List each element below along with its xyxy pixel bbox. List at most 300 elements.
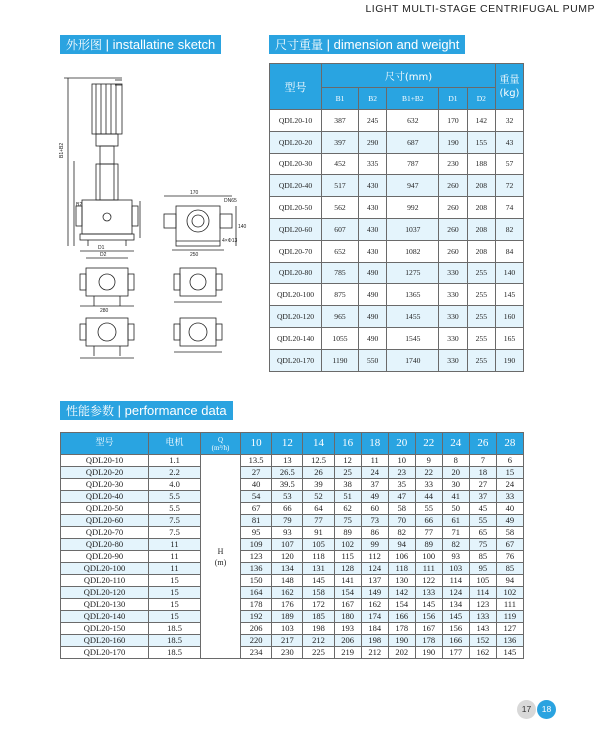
dim-cell-model: QDL20-70 bbox=[270, 240, 322, 262]
sketch-label-140: 140 bbox=[238, 224, 247, 230]
perf-cell-head: 20 bbox=[442, 467, 469, 479]
perf-header-flow bbox=[201, 433, 241, 455]
table-row bbox=[270, 349, 524, 371]
perf-cell-head: 114 bbox=[442, 575, 469, 587]
perf-cell-head: 66 bbox=[415, 515, 442, 527]
perf-cell-head: 145 bbox=[442, 611, 469, 623]
perf-cell-head: 118 bbox=[303, 551, 334, 563]
perf-cell-head: 94 bbox=[496, 575, 523, 587]
dim-cell-value: 260 bbox=[439, 218, 467, 240]
dim-cell-value: 430 bbox=[359, 175, 387, 197]
table-row bbox=[270, 284, 524, 306]
perf-cell-head: 202 bbox=[388, 647, 415, 659]
perf-cell-head: 49 bbox=[361, 491, 388, 503]
perf-cell-head: 119 bbox=[496, 611, 523, 623]
dim-cell-value: 875 bbox=[322, 284, 359, 306]
perf-cell-head: 174 bbox=[361, 611, 388, 623]
dim-header-size: 尺寸(mm) bbox=[322, 64, 496, 88]
section-title-sketch bbox=[60, 35, 221, 54]
dim-cell-value: 290 bbox=[359, 131, 387, 153]
section-title-sketch-sep: | bbox=[105, 37, 110, 52]
perf-cell-model: QDL20-130 bbox=[61, 599, 149, 611]
perf-cell-head: 219 bbox=[334, 647, 361, 659]
perf-cell-head: 111 bbox=[415, 563, 442, 575]
perf-header-flow-value: 20 bbox=[388, 433, 415, 455]
sketch-label-b2: B2 bbox=[76, 202, 83, 208]
section-title-dimension-en: dimension and weight bbox=[333, 37, 460, 52]
section-title-sketch-en: installatine sketch bbox=[112, 37, 216, 52]
perf-cell-head: 206 bbox=[334, 635, 361, 647]
dim-cell-value: 160 bbox=[496, 306, 524, 328]
perf-cell-head: 234 bbox=[241, 647, 272, 659]
perf-cell-motor: 4.0 bbox=[149, 479, 201, 491]
dim-cell-value: 430 bbox=[359, 218, 387, 240]
perf-cell-model: QDL20-20 bbox=[61, 467, 149, 479]
dim-cell-value: 785 bbox=[322, 262, 359, 284]
perf-cell-head: 193 bbox=[334, 623, 361, 635]
perf-cell-head: 35 bbox=[388, 479, 415, 491]
perf-cell-head: 177 bbox=[442, 647, 469, 659]
perf-cell-head: 24 bbox=[496, 479, 523, 491]
perf-cell-motor: 11 bbox=[149, 563, 201, 575]
perf-cell-motor: 18.5 bbox=[149, 635, 201, 647]
dim-cell-value: 260 bbox=[439, 197, 467, 219]
table-row bbox=[61, 575, 524, 587]
perf-cell-head: 10 bbox=[388, 455, 415, 467]
dim-cell-model: QDL20-20 bbox=[270, 131, 322, 153]
perf-cell-head: 156 bbox=[442, 623, 469, 635]
perf-cell-motor: 15 bbox=[149, 587, 201, 599]
perf-cell-head: 82 bbox=[388, 527, 415, 539]
perf-cell-head: 131 bbox=[303, 563, 334, 575]
perf-cell-head: 37 bbox=[469, 491, 496, 503]
perf-cell-model: QDL20-140 bbox=[61, 611, 149, 623]
perf-cell-head: 134 bbox=[442, 599, 469, 611]
perf-cell-head: 103 bbox=[442, 563, 469, 575]
table-row bbox=[61, 539, 524, 551]
perf-cell-head: 22 bbox=[415, 467, 442, 479]
perf-head-label bbox=[201, 455, 241, 659]
page-number-left: 17 bbox=[517, 700, 536, 719]
perf-cell-head: 225 bbox=[303, 647, 334, 659]
perf-cell-head: 61 bbox=[442, 515, 469, 527]
perf-cell-head: 103 bbox=[272, 623, 303, 635]
perf-cell-head: 18 bbox=[469, 467, 496, 479]
dim-cell-value: 165 bbox=[496, 327, 524, 349]
perf-cell-head: 136 bbox=[496, 635, 523, 647]
dim-cell-value: 330 bbox=[439, 284, 467, 306]
perf-cell-head: 220 bbox=[241, 635, 272, 647]
perf-cell-model: QDL20-170 bbox=[61, 647, 149, 659]
dim-cell-value: 170 bbox=[439, 110, 467, 132]
perf-cell-model: QDL20-110 bbox=[61, 575, 149, 587]
perf-cell-head: 217 bbox=[272, 635, 303, 647]
dim-cell-model: QDL20-140 bbox=[270, 327, 322, 349]
dim-cell-value: 255 bbox=[467, 306, 495, 328]
perf-cell-head: 77 bbox=[303, 515, 334, 527]
perf-cell-head: 102 bbox=[334, 539, 361, 551]
perf-cell-head: 123 bbox=[469, 599, 496, 611]
perf-cell-head: 13 bbox=[272, 455, 303, 467]
dim-subheader-d1: D1 bbox=[439, 88, 467, 110]
section-title-dimension-sep: | bbox=[326, 37, 331, 52]
perf-cell-head: 49 bbox=[496, 515, 523, 527]
perf-cell-head: 33 bbox=[415, 479, 442, 491]
perf-cell-head: 198 bbox=[303, 623, 334, 635]
perf-cell-model: QDL20-80 bbox=[61, 539, 149, 551]
section-title-performance-sep: | bbox=[117, 403, 122, 418]
perf-cell-head: 47 bbox=[388, 491, 415, 503]
perf-cell-head: 114 bbox=[469, 587, 496, 599]
dim-cell-value: 517 bbox=[322, 175, 359, 197]
perf-cell-head: 152 bbox=[469, 635, 496, 647]
perf-cell-motor: 11 bbox=[149, 551, 201, 563]
perf-cell-head: 40 bbox=[496, 503, 523, 515]
table-row bbox=[61, 623, 524, 635]
perf-cell-head: 130 bbox=[388, 575, 415, 587]
perf-cell-head: 124 bbox=[361, 563, 388, 575]
perf-cell-head: 100 bbox=[415, 551, 442, 563]
perf-cell-head: 134 bbox=[272, 563, 303, 575]
dim-cell-value: 155 bbox=[467, 131, 495, 153]
dim-cell-value: 260 bbox=[439, 175, 467, 197]
perf-header-flow-value: 12 bbox=[272, 433, 303, 455]
perf-cell-head: 180 bbox=[334, 611, 361, 623]
perf-cell-head: 106 bbox=[388, 551, 415, 563]
sketch-label-d1: D1 bbox=[98, 245, 105, 251]
perf-cell-head: 95 bbox=[241, 527, 272, 539]
perf-head-label-unit: (m) bbox=[214, 557, 227, 567]
dim-cell-value: 992 bbox=[387, 197, 439, 219]
perf-cell-head: 33 bbox=[496, 491, 523, 503]
dim-cell-value: 490 bbox=[359, 262, 387, 284]
dim-cell-model: QDL20-50 bbox=[270, 197, 322, 219]
perf-cell-head: 75 bbox=[334, 515, 361, 527]
dim-cell-model: QDL20-30 bbox=[270, 153, 322, 175]
dim-cell-value: 57 bbox=[496, 153, 524, 175]
dim-cell-value: 208 bbox=[467, 240, 495, 262]
section-title-performance-en: performance data bbox=[124, 403, 227, 418]
dim-cell-value: 190 bbox=[439, 131, 467, 153]
perf-cell-head: 52 bbox=[303, 491, 334, 503]
perf-cell-head: 93 bbox=[272, 527, 303, 539]
perf-cell-head: 115 bbox=[334, 551, 361, 563]
dim-cell-value: 430 bbox=[359, 240, 387, 262]
section-title-sketch-zh: 外形图 bbox=[66, 38, 103, 52]
perf-cell-head: 37 bbox=[361, 479, 388, 491]
perf-cell-head: 206 bbox=[241, 623, 272, 635]
table-row bbox=[61, 503, 524, 515]
dim-cell-value: 145 bbox=[496, 284, 524, 306]
perf-cell-head: 25 bbox=[334, 467, 361, 479]
dim-cell-value: 190 bbox=[496, 349, 524, 371]
perf-cell-head: 156 bbox=[415, 611, 442, 623]
dim-cell-value: 208 bbox=[467, 175, 495, 197]
perf-header-flow-value: 24 bbox=[442, 433, 469, 455]
perf-cell-head: 85 bbox=[469, 551, 496, 563]
perf-cell-head: 55 bbox=[469, 515, 496, 527]
perf-cell-head: 79 bbox=[272, 515, 303, 527]
perf-cell-model: QDL20-70 bbox=[61, 527, 149, 539]
perf-cell-head: 70 bbox=[388, 515, 415, 527]
dim-cell-value: 652 bbox=[322, 240, 359, 262]
dim-cell-value: 260 bbox=[439, 240, 467, 262]
perf-header-flow-value: 16 bbox=[334, 433, 361, 455]
dim-cell-value: 255 bbox=[467, 349, 495, 371]
section-title-dimension-zh: 尺寸重量 bbox=[275, 38, 324, 52]
perf-cell-head: 105 bbox=[303, 539, 334, 551]
dim-cell-value: 43 bbox=[496, 131, 524, 153]
perf-cell-head: 15 bbox=[496, 467, 523, 479]
perf-cell-head: 54 bbox=[241, 491, 272, 503]
dim-cell-value: 452 bbox=[322, 153, 359, 175]
perf-cell-head: 55 bbox=[415, 503, 442, 515]
perf-header-motor: 电机 bbox=[149, 433, 201, 455]
perf-cell-head: 145 bbox=[496, 647, 523, 659]
perf-cell-head: 178 bbox=[241, 599, 272, 611]
dim-cell-value: 1055 bbox=[322, 327, 359, 349]
perf-cell-model: QDL20-160 bbox=[61, 635, 149, 647]
dim-cell-value: 1740 bbox=[387, 349, 439, 371]
table-row bbox=[61, 611, 524, 623]
perf-header-flow-value: 18 bbox=[361, 433, 388, 455]
perf-cell-head: 26.5 bbox=[272, 467, 303, 479]
perf-cell-head: 141 bbox=[334, 575, 361, 587]
dim-cell-value: 687 bbox=[387, 131, 439, 153]
dim-cell-model: QDL20-40 bbox=[270, 175, 322, 197]
dim-cell-value: 72 bbox=[496, 175, 524, 197]
perf-cell-motor: 15 bbox=[149, 599, 201, 611]
perf-cell-head: 91 bbox=[303, 527, 334, 539]
section-title-performance-zh: 性能参数 bbox=[66, 404, 115, 418]
perf-cell-head: 76 bbox=[496, 551, 523, 563]
perf-cell-model: QDL20-10 bbox=[61, 455, 149, 467]
perf-cell-head: 27 bbox=[241, 467, 272, 479]
dim-subheader-b1: B1 bbox=[322, 88, 359, 110]
perf-header-flow-q: Q bbox=[217, 435, 224, 444]
perf-cell-head: 166 bbox=[442, 635, 469, 647]
perf-head-label-h: H bbox=[217, 546, 224, 556]
sketch-label-dn: DN65 bbox=[224, 198, 237, 204]
table-row bbox=[61, 563, 524, 575]
table-row bbox=[61, 491, 524, 503]
sketch-label-250: 250 bbox=[190, 252, 199, 258]
dim-cell-value: 208 bbox=[467, 197, 495, 219]
perf-cell-head: 73 bbox=[361, 515, 388, 527]
perf-cell-model: QDL20-120 bbox=[61, 587, 149, 599]
perf-cell-head: 65 bbox=[469, 527, 496, 539]
table-row bbox=[270, 240, 524, 262]
perf-cell-head: 230 bbox=[272, 647, 303, 659]
perf-cell-head: 167 bbox=[334, 599, 361, 611]
perf-cell-head: 81 bbox=[241, 515, 272, 527]
perf-header-flow-unit: (m³/h) bbox=[211, 443, 230, 452]
perf-cell-head: 212 bbox=[303, 635, 334, 647]
perf-cell-motor: 5.5 bbox=[149, 491, 201, 503]
dim-header-weight-unit: (kg) bbox=[499, 87, 520, 99]
perf-cell-head: 13.5 bbox=[241, 455, 272, 467]
perf-cell-model: QDL20-150 bbox=[61, 623, 149, 635]
section-title-dimension bbox=[269, 35, 465, 54]
perf-cell-head: 128 bbox=[334, 563, 361, 575]
dim-cell-model: QDL20-120 bbox=[270, 306, 322, 328]
perf-cell-head: 133 bbox=[469, 611, 496, 623]
table-row bbox=[270, 306, 524, 328]
perf-cell-head: 118 bbox=[388, 563, 415, 575]
sketch-label-b1b2: B1+B2 bbox=[59, 142, 65, 158]
perf-cell-head: 44 bbox=[415, 491, 442, 503]
perf-cell-head: 51 bbox=[334, 491, 361, 503]
perf-cell-motor: 11 bbox=[149, 539, 201, 551]
perf-cell-head: 41 bbox=[442, 491, 469, 503]
table-row bbox=[61, 479, 524, 491]
perf-cell-head: 38 bbox=[334, 479, 361, 491]
perf-cell-head: 158 bbox=[303, 587, 334, 599]
perf-cell-motor: 7.5 bbox=[149, 527, 201, 539]
dim-cell-value: 387 bbox=[322, 110, 359, 132]
perf-cell-head: 178 bbox=[415, 635, 442, 647]
perf-cell-head: 39.5 bbox=[272, 479, 303, 491]
perf-cell-head: 7 bbox=[469, 455, 496, 467]
dim-cell-value: 330 bbox=[439, 327, 467, 349]
dim-cell-value: 82 bbox=[496, 218, 524, 240]
perf-cell-head: 45 bbox=[469, 503, 496, 515]
perf-cell-head: 102 bbox=[496, 587, 523, 599]
perf-cell-head: 60 bbox=[361, 503, 388, 515]
dim-cell-value: 335 bbox=[359, 153, 387, 175]
perf-cell-head: 190 bbox=[415, 647, 442, 659]
dim-cell-value: 430 bbox=[359, 197, 387, 219]
perf-cell-head: 123 bbox=[241, 551, 272, 563]
perf-cell-head: 107 bbox=[272, 539, 303, 551]
perf-cell-head: 8 bbox=[442, 455, 469, 467]
dim-cell-value: 74 bbox=[496, 197, 524, 219]
perf-cell-head: 89 bbox=[334, 527, 361, 539]
perf-cell-head: 11 bbox=[361, 455, 388, 467]
sketch-label-d2: D2 bbox=[100, 252, 107, 258]
dim-cell-model: QDL20-170 bbox=[270, 349, 322, 371]
page-header-title: LIGHT MULTI-STAGE CENTRIFUGAL PUMP bbox=[365, 3, 595, 15]
perf-cell-head: 64 bbox=[303, 503, 334, 515]
perf-cell-head: 172 bbox=[303, 599, 334, 611]
dim-cell-value: 550 bbox=[359, 349, 387, 371]
perf-cell-head: 9 bbox=[415, 455, 442, 467]
perf-cell-model: QDL20-90 bbox=[61, 551, 149, 563]
dim-cell-model: QDL20-80 bbox=[270, 262, 322, 284]
dim-cell-value: 1037 bbox=[387, 218, 439, 240]
dim-cell-value: 230 bbox=[439, 153, 467, 175]
perf-cell-head: 127 bbox=[496, 623, 523, 635]
perf-header-flow-value: 28 bbox=[496, 433, 523, 455]
dimension-weight-table bbox=[269, 63, 524, 372]
perf-cell-head: 167 bbox=[415, 623, 442, 635]
dim-cell-value: 1082 bbox=[387, 240, 439, 262]
dim-cell-value: 142 bbox=[467, 110, 495, 132]
perf-cell-head: 212 bbox=[361, 647, 388, 659]
dim-cell-value: 490 bbox=[359, 306, 387, 328]
dim-cell-model: QDL20-100 bbox=[270, 284, 322, 306]
perf-cell-head: 39 bbox=[303, 479, 334, 491]
table-row bbox=[270, 262, 524, 284]
table-row bbox=[270, 197, 524, 219]
perf-cell-model: QDL20-50 bbox=[61, 503, 149, 515]
dim-cell-value: 1365 bbox=[387, 284, 439, 306]
dim-cell-value: 562 bbox=[322, 197, 359, 219]
perf-cell-motor: 1.1 bbox=[149, 455, 201, 467]
perf-cell-head: 111 bbox=[496, 599, 523, 611]
perf-cell-head: 23 bbox=[388, 467, 415, 479]
page-number-right: 18 bbox=[537, 700, 556, 719]
sketch-label-280: 280 bbox=[100, 308, 109, 314]
perf-cell-head: 185 bbox=[303, 611, 334, 623]
perf-header-flow-value: 22 bbox=[415, 433, 442, 455]
perf-cell-head: 162 bbox=[272, 587, 303, 599]
perf-cell-head: 145 bbox=[415, 599, 442, 611]
dim-cell-value: 947 bbox=[387, 175, 439, 197]
perf-cell-head: 12.5 bbox=[303, 455, 334, 467]
table-row bbox=[270, 110, 524, 132]
dim-cell-value: 32 bbox=[496, 110, 524, 132]
perf-cell-head: 154 bbox=[334, 587, 361, 599]
perf-cell-head: 93 bbox=[442, 551, 469, 563]
perf-cell-head: 190 bbox=[388, 635, 415, 647]
perf-cell-head: 162 bbox=[361, 599, 388, 611]
dim-cell-value: 245 bbox=[359, 110, 387, 132]
perf-cell-head: 142 bbox=[388, 587, 415, 599]
table-row bbox=[270, 175, 524, 197]
perf-cell-head: 67 bbox=[241, 503, 272, 515]
perf-cell-head: 184 bbox=[361, 623, 388, 635]
perf-cell-motor: 7.5 bbox=[149, 515, 201, 527]
dim-cell-value: 330 bbox=[439, 349, 467, 371]
perf-cell-motor: 18.5 bbox=[149, 623, 201, 635]
perf-cell-head: 143 bbox=[469, 623, 496, 635]
perf-cell-head: 164 bbox=[241, 587, 272, 599]
perf-cell-head: 26 bbox=[303, 467, 334, 479]
dim-header-model: 型号 bbox=[270, 64, 322, 110]
perf-cell-head: 58 bbox=[388, 503, 415, 515]
dim-cell-value: 140 bbox=[496, 262, 524, 284]
dim-cell-value: 255 bbox=[467, 284, 495, 306]
dim-cell-value: 965 bbox=[322, 306, 359, 328]
perf-header-flow-value: 26 bbox=[469, 433, 496, 455]
perf-cell-head: 50 bbox=[442, 503, 469, 515]
perf-cell-head: 99 bbox=[361, 539, 388, 551]
table-row bbox=[61, 455, 524, 467]
perf-cell-head: 24 bbox=[361, 467, 388, 479]
perf-cell-head: 154 bbox=[388, 599, 415, 611]
perf-cell-motor: 15 bbox=[149, 575, 201, 587]
perf-cell-model: QDL20-60 bbox=[61, 515, 149, 527]
sketch-label-170: 170 bbox=[190, 190, 199, 196]
sketch-label-holes: 4×Φ13 bbox=[222, 238, 238, 244]
perf-header-flow-value: 10 bbox=[241, 433, 272, 455]
installation-sketch-drawing bbox=[60, 56, 265, 366]
table-row bbox=[270, 131, 524, 153]
dim-header-weight bbox=[496, 64, 524, 110]
dim-subheader-b1-b2: B1+B2 bbox=[387, 88, 439, 110]
dim-cell-value: 1190 bbox=[322, 349, 359, 371]
table-row bbox=[270, 218, 524, 240]
perf-cell-head: 176 bbox=[272, 599, 303, 611]
perf-cell-head: 58 bbox=[496, 527, 523, 539]
perf-cell-head: 112 bbox=[361, 551, 388, 563]
dim-subheader-d2: D2 bbox=[467, 88, 495, 110]
dim-cell-value: 208 bbox=[467, 218, 495, 240]
perf-cell-head: 136 bbox=[241, 563, 272, 575]
perf-cell-motor: 15 bbox=[149, 611, 201, 623]
perf-cell-head: 6 bbox=[496, 455, 523, 467]
